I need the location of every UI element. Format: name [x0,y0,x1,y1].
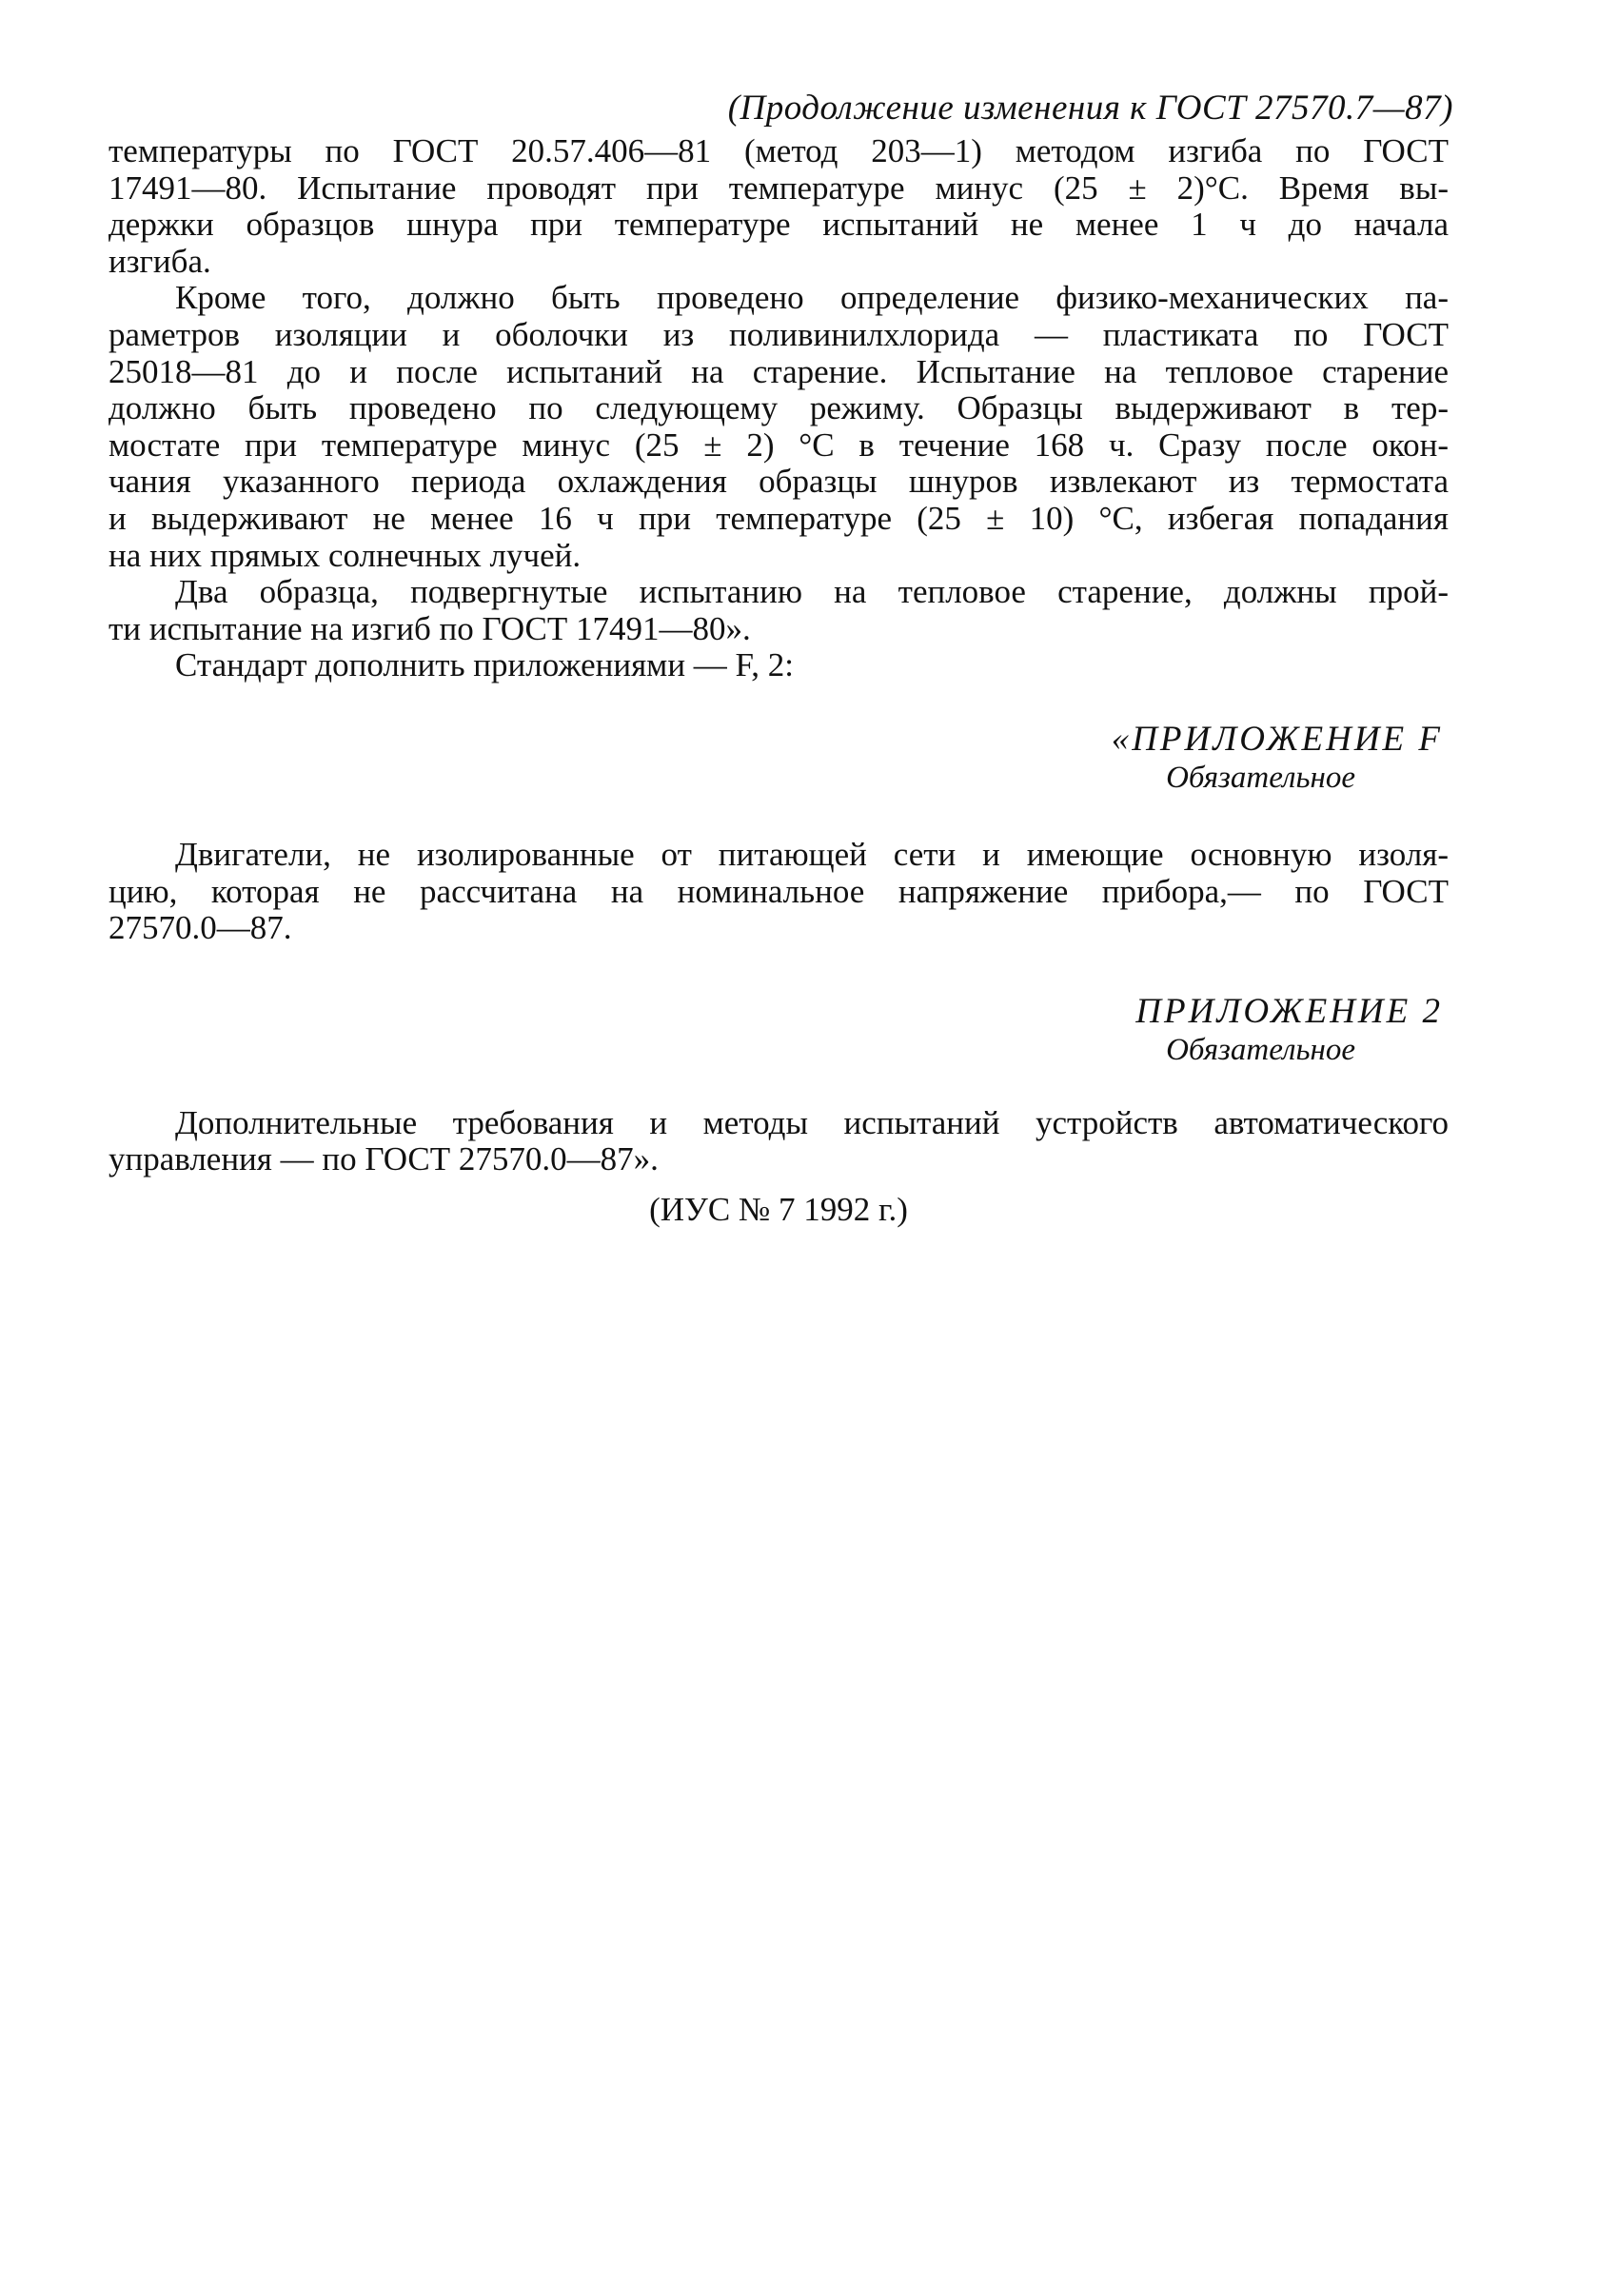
paragraph-aging-test [109,280,1449,574]
appendix-f-title: «ПРИЛОЖЕНИЕ F [1111,719,1443,759]
appendix-f-subtitle: Обязательное [1166,760,1355,795]
appendix-2-subtitle: Обязательное [1166,1032,1355,1067]
text-line: цию, которая не рассчитана на номинальное напряжение прибора,— по ГОСТ [109,872,1449,910]
text-line: ти испытание на изгиб по ГОСТ 17491—80». [109,609,751,647]
text-line: 25018—81 до и после испытаний на старение. Испытание на тепловое старение [109,352,1449,390]
running-title: (Продолжение изменения к ГОСТ 27570.7—87) [727,89,1453,128]
text-line: раметров изоляции и оболочки из поливинилхлорида — пластиката по ГОСТ [109,315,1449,353]
text-line: Дополнительные требования и методы испытаний устройств автоматического [175,1103,1449,1141]
appendix-f-text [109,837,1449,947]
text-line: должно быть проведено по следующему режиму. Образцы выдерживают в тер- [109,389,1449,427]
text-line: Стандарт дополнить приложениями — F, 2: [175,646,794,684]
footer-reference: (ИУС № 7 1992 г.) [649,1190,908,1228]
text-line: и выдерживают не менее 16 ч при температуре (25 ± 10) °С, избегая попадания [109,499,1449,537]
text-line: держки образцов шнура при температуре испытаний не менее 1 ч до начала [109,206,1449,244]
appendix-2-text [109,1105,1449,1178]
text-line: мостате при температуре минус (25 ± 2) °С в течение 168 ч. Сразу после окон- [109,426,1449,464]
text-line: Два образца, подвергнутые испытанию на тепловое старение, должны прой- [175,573,1449,611]
text-line: на них прямых солнечных лучей. [109,536,582,574]
text-line: чания указанного периода охлаждения образцы шнуров извлекают из термостата [109,463,1449,501]
text-line: Двигатели, не изолированные от питающей сети и имеющие основную изоля- [175,835,1449,873]
paragraph-bend-test [109,133,1449,280]
text-line: изгиба. [109,242,211,280]
document-body [109,133,1449,1228]
paragraph-supplement [109,647,1449,684]
text-line: 27570.0—87. [109,909,292,947]
text-line: управления — по ГОСТ 27570.0—87». [109,1140,659,1178]
paragraph-two-samples [109,574,1449,647]
text-line: 17491—80. Испытание проводят при температуре минус (25 ± 2)°С. Время вы- [109,168,1449,207]
text-line: Кроме того, должно быть проведено определение физико-механических па- [175,279,1449,317]
appendix-2-title: ПРИЛОЖЕНИЕ 2 [1135,991,1443,1031]
text-line: температуры по ГОСТ 20.57.406—81 (метод 203—1) методом изгиба по ГОСТ [109,132,1449,169]
